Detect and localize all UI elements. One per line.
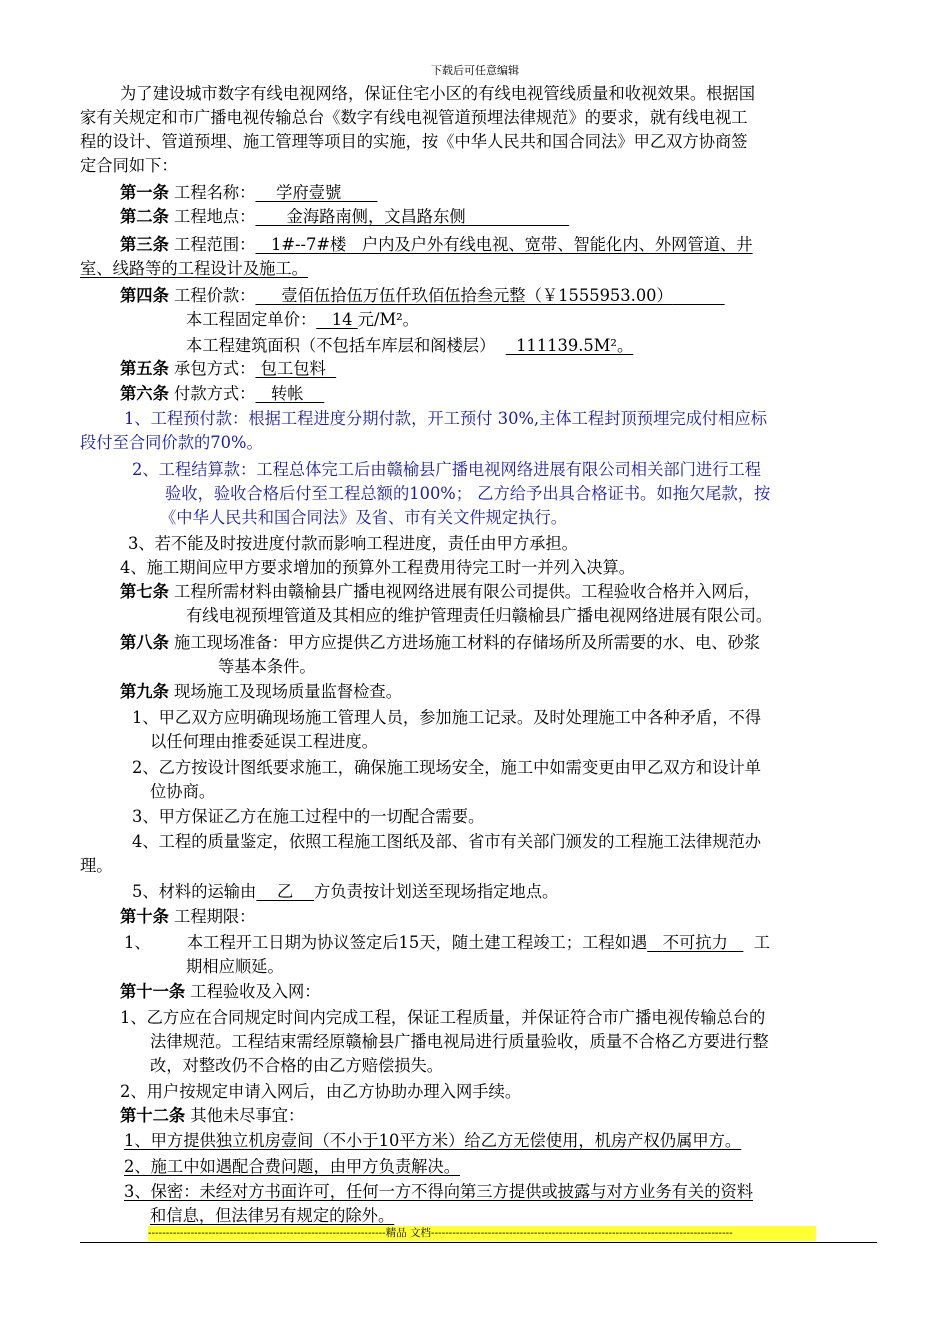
inspection-item-1-cont: 以任何理由推委延误工程进度。 <box>150 732 378 751</box>
payment-item-3: 3、若不能及时按进度付款而影响工程进度，责任由甲方承担。 <box>128 534 578 553</box>
inspection-item-1: 1、甲乙双方应明确现场施工管理人员，参加施工记录。及时处理施工中各种矛盾，不得 <box>132 708 762 727</box>
inspection-item-2: 2、乙方按设计图纸要求施工，确保施工现场安全，施工中如需变更由甲乙双方和设计单 <box>132 758 762 777</box>
building-area-label: 本工程建筑面积（不包括车库层和阁楼层） <box>186 336 496 355</box>
unit-price-value: 14 <box>331 310 353 329</box>
footer-banner: -------------------------------------------------------------------精品 文档------------------------------------------------------------------------------------- <box>148 1226 816 1241</box>
article-2-label: 工程地点： <box>174 207 256 226</box>
payment-item-1: 1、工程预付款：根据工程进度分期付款，开工预付 30%,主体工程封顶预埋完成付相应标 <box>124 409 768 428</box>
inspection-item-4-cont: 理。 <box>80 856 113 875</box>
article-8-line-1: 施工现场准备：甲方应提供乙方进场施工材料的存储场所及所需要的水、电、砂浆 <box>174 633 761 652</box>
article-12 <box>120 1104 304 1128</box>
article-1-title: 第一条 <box>120 183 169 202</box>
intro-line-4: 定合同如下： <box>80 156 178 175</box>
article-10-title: 第十条 <box>120 907 169 926</box>
payment-item-2-cont-1: 验收，验收合格后付至工程总额的100%； 乙方给予出具合格证书。如拖欠尾款，按 <box>165 484 771 503</box>
page-header: 下载后可任意编辑 <box>431 64 519 77</box>
article-3 <box>120 233 753 257</box>
acceptance-item-1-cont-1: 法律规范。工程结束需经原赣榆县广播电视局进行质量验收，质量不合格乙方要进行整 <box>150 1032 769 1051</box>
article-10 <box>120 905 255 929</box>
article-8-title: 第八条 <box>120 633 169 652</box>
article-5-label: 承包方式： <box>174 359 256 378</box>
payment-item-2-cont-2: 《中华人民共和国合同法》及省、市有关文件规定执行。 <box>160 508 568 527</box>
article-7-title: 第七条 <box>120 582 169 601</box>
article-3-label: 工程范围： <box>174 235 256 254</box>
article-7-line-1: 工程所需材料由赣榆县广播电视网络进展有限公司提供。工程验收合格并入网后， <box>174 582 761 601</box>
inspection-item-3: 3、甲方保证乙方在施工过程中的一切配合需要。 <box>132 807 485 826</box>
contract-method-value: 包工包料 <box>260 359 326 378</box>
article-5 <box>120 357 336 381</box>
building-area-line <box>186 334 633 358</box>
article-11-label: 工程验收及入网： <box>190 982 321 1001</box>
project-scope-line-2: 室、线路等的工程设计及施工。 <box>80 259 308 278</box>
other-item-3-cont: 和信息，但法律另有规定的除外。 <box>150 1206 395 1225</box>
article-9 <box>120 680 402 704</box>
force-majeure-value: 不可抗力 <box>662 933 728 952</box>
article-1-label: 工程名称： <box>174 183 256 202</box>
article-5-title: 第五条 <box>120 359 169 378</box>
article-11 <box>120 980 321 1004</box>
article-9-label: 现场施工及现场质量监督检查。 <box>174 682 402 701</box>
building-area-value: 111139.5M²。 <box>516 336 634 355</box>
project-name-value: 学府壹號 <box>276 183 342 202</box>
acceptance-item-1-cont-2: 改，对整改仍不合格的由乙方赔偿损失。 <box>150 1056 444 1075</box>
intro-line-1: 为了建设城市数字有线电视网络，保证住宅小区的有线电视管线质量和收视效果。根据国 <box>120 84 755 103</box>
intro-line-3: 程的设计、管道预埋、施工管理等项目的实施，按《中华人民共和国合同法》甲乙双方协商签 <box>80 132 748 151</box>
payment-item-4: 4、施工期间应甲方要求增加的预算外工程费用待完工时一并列入决算。 <box>120 558 636 577</box>
article-1 <box>120 181 378 205</box>
project-scope-value: 1#--7#楼 户内及户外有线电视、宽带、智能化内、外网管道、井 <box>271 235 753 254</box>
article-3-title: 第三条 <box>120 235 169 254</box>
inspection-item-2-cont: 位协商。 <box>150 782 216 801</box>
article-7 <box>120 580 760 604</box>
article-8 <box>120 631 760 655</box>
acceptance-item-1: 1、乙方应在合同规定时间内完成工程，保证工程质量，并保证符合市广播电视传输总台的 <box>120 1008 766 1027</box>
unit-price-suffix: 元/M²。 <box>357 310 419 329</box>
schedule-item-1: 1、 本工程开工日期为协议签定后15天，随土建工程竣工；工程如遇 不可抗力 工 <box>124 933 771 952</box>
unit-price-line <box>186 308 419 332</box>
article-8-line-2: 等基本条件。 <box>218 657 316 676</box>
contract-price-value: 壹佰伍拾伍万伍仟玖佰伍拾叁元整（￥1555953.00） <box>281 286 673 305</box>
inspection-item-5: 5、材料的运输由 乙 方负责按计划送至现场指定地点。 <box>132 882 559 901</box>
unit-price-label: 本工程固定单价： <box>186 310 317 329</box>
article-6-label: 付款方式： <box>174 384 256 403</box>
payment-item-2: 2、工程结算款：工程总体完工后由赣榆县广播电视网络进展有限公司相关部门进行工程 <box>132 460 762 479</box>
article-9-title: 第九条 <box>120 682 169 701</box>
other-item-3: 3、保密：未经对方书面许可，任何一方不得向第三方提供或披露与对方业务有关的资料 <box>124 1182 754 1201</box>
intro-line-2: 家有关规定和市广播电视传输总台《数字有线电视管道预埋法律规范》的要求，就有线电视工 <box>80 108 748 127</box>
other-item-1: 1、甲方提供独立机房壹间（不小于10平方米）给乙方无偿使用，机房产权仍属甲方。 <box>124 1131 742 1150</box>
article-2-title: 第二条 <box>120 207 169 226</box>
inspection-item-4: 4、工程的质量鉴定，依照工程施工图纸及部、省市有关部门颁发的工程施工法律规范办 <box>132 832 762 851</box>
article-12-title: 第十二条 <box>120 1106 186 1125</box>
article-10-label: 工程期限： <box>174 907 256 926</box>
article-12-label: 其他未尽事宜： <box>190 1106 305 1125</box>
other-item-2: 2、施工中如遇配合费问题，由甲方负责解决。 <box>124 1157 460 1176</box>
schedule-item-1-cont: 期相应顺延。 <box>186 957 284 976</box>
article-6-title: 第六条 <box>120 384 169 403</box>
article-4-label: 工程价款： <box>174 286 256 305</box>
article-11-title: 第十一条 <box>120 982 186 1001</box>
project-location-value: 金海路南侧，文昌路东侧 <box>286 207 466 226</box>
transport-party-value: 乙 <box>277 882 294 901</box>
article-2 <box>120 205 569 229</box>
payment-method-value: 转帐 <box>271 384 304 403</box>
article-7-line-2: 有线电视预埋管道及其相应的维护管理责任归赣榆县广播电视网络进展有限公司。 <box>186 606 773 625</box>
payment-item-1-cont: 段付至合同价款的70%。 <box>80 433 263 452</box>
article-4-title: 第四条 <box>120 286 169 305</box>
acceptance-item-2: 2、用户按规定申请入网后，由乙方协助办理入网手续。 <box>120 1082 522 1101</box>
article-6 <box>120 382 324 406</box>
footer-divider <box>80 1242 877 1243</box>
article-4 <box>120 284 725 308</box>
